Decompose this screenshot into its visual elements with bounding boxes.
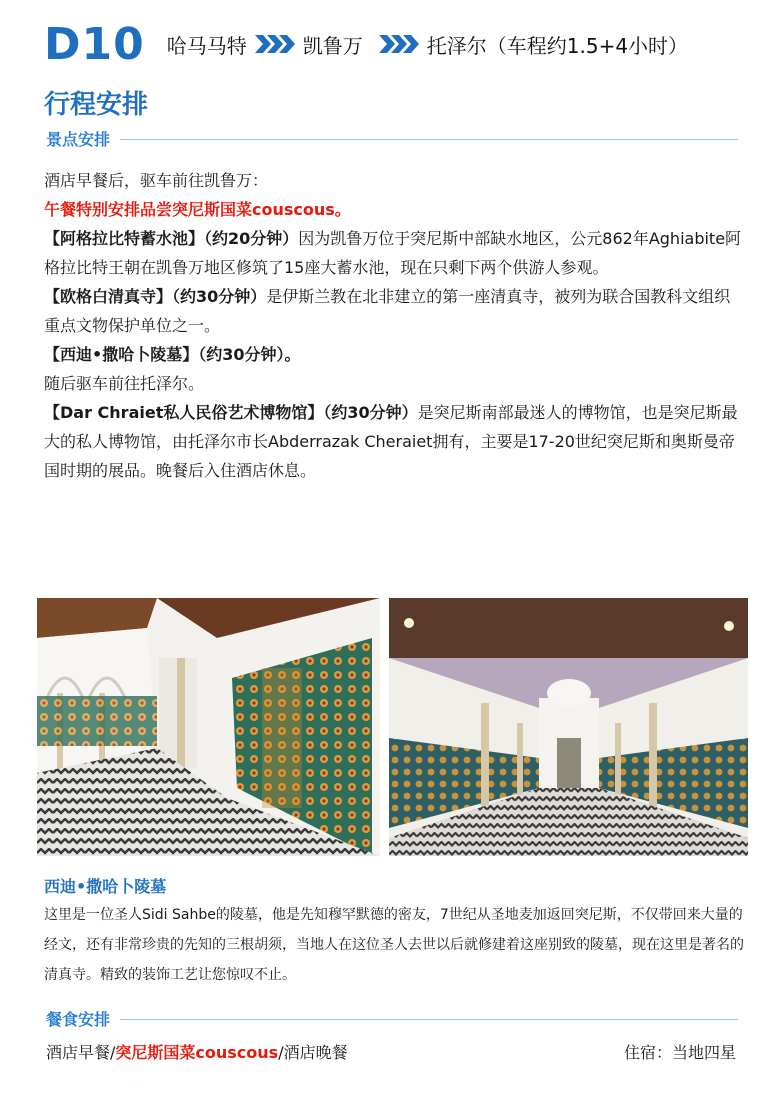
chevron-right-icon [377,33,421,55]
accommodation: 住宿：当地四星 [623,1043,736,1062]
day-number: D10 [44,18,145,70]
meal-lunch: 突尼斯国菜couscous [115,1043,279,1062]
itinerary-intro: 酒店早餐后，驱车前往凯鲁万： [44,171,269,190]
museum-paragraph [44,398,744,485]
museum-title: 【Dar Chraiet私人民俗艺术博物馆】（约30分钟） [44,403,418,422]
tomb-item: 【西迪•撒哈卜陵墓】（约30分钟）。 [44,345,301,364]
meal-plan [46,1040,348,1063]
route-city-tozeur: 托泽尔 [426,33,487,58]
cistern-paragraph [44,224,744,282]
museum-desc: 是突尼斯南部最迷人的博物馆，也是突尼斯最大的私人博物馆，由托泽尔市长Abderrazak Cheraiet拥有，主要是17-20世纪突尼斯和奥斯曼帝国时期的展品。晚餐后入住酒店休息。 [44,403,738,480]
route-city-hammamet: 哈马马特 [166,33,247,58]
itinerary-text [44,166,744,485]
cistern-title: 【阿格拉比特蓄水池】（约20分钟） [44,229,299,248]
mosque-desc: 是伊斯兰教在北非建立的第一座清真寺，被列为联合国教科文组织重点文物保护单位之一。 [44,287,731,335]
meals-subtitle: 餐食安排 [46,1009,111,1029]
tomb-corridor-photo [389,598,748,856]
route-drive-time: （车程约1.5+4小时） [486,33,689,58]
attractions-subtitle: 景点安排 [46,129,111,149]
divider [120,1019,738,1020]
mosque-paragraph [44,282,744,340]
tomb-caption-title: 西迪•撒哈卜陵墓 [44,877,167,896]
meal-breakfast: 酒店早餐/ [46,1043,116,1062]
chevron-right-icon [253,33,297,55]
divider [120,139,738,140]
mosque-title: 【欧格白清真寺】（约30分钟） [44,287,267,306]
cistern-desc: 因为凯鲁万位于突尼斯中部缺水地区，公元862年Aghiabite阿格拉比特王朝在凯鲁万地区修筑了15座大蓄水池，现在只剩下两个供游人参观。 [44,229,742,277]
tomb-caption-text: 这里是一位圣人Sidi Sahbe的陵墓，他是先知穆罕默德的密友，7世纪从圣地麦加返回突尼斯，不仅带回来大量的经文，还有非常珍贵的先知的三根胡须，当地人在这位圣人去世以后就修建着这座别致的陵墓，现在这里是著名的清真寺。精致的装饰工艺让您惊叹不止。 [44,907,744,983]
lunch-highlight: 午餐特别安排品尝突尼斯国菜couscous。 [44,200,351,219]
route-city-kairouan: 凯鲁万 [302,33,363,58]
day-header [44,14,688,74]
drive-to-tozeur: 随后驱车前往托泽尔。 [44,374,205,393]
section-title: 行程安排 [44,90,149,120]
meal-dinner: /酒店晚餐 [278,1043,348,1062]
tomb-courtyard-photo [37,598,380,856]
